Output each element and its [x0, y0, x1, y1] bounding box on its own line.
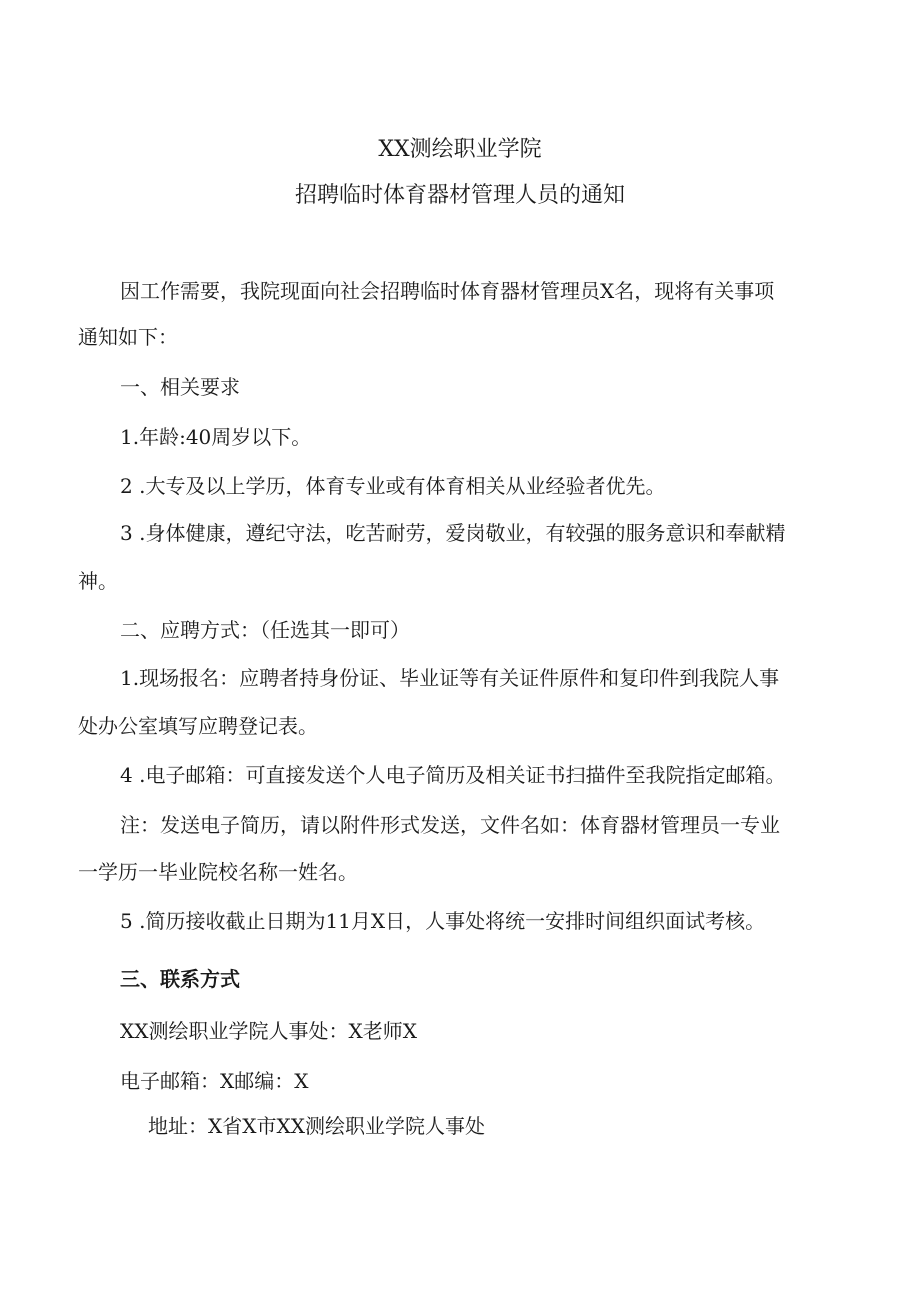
apply-email: 4 .电子邮箱：可直接发送个人电子简历及相关证书扫描件至我院指定邮箱。 [120, 763, 786, 787]
requirement-health-line2: 神。 [78, 569, 118, 593]
intro-paragraph-line1: 因工作需要，我院现面向社会招聘临时体育器材管理员X名，现将有关事项 [120, 279, 775, 303]
note-line1: 注：发送电子简历，请以附件形式发送，文件名如：体育器材管理员一专业 [120, 813, 780, 837]
requirement-age: 1.年龄:40周岁以下。 [120, 425, 312, 449]
note-line2: 一学历一毕业院校名称一姓名。 [78, 860, 358, 884]
section2-heading: 二、应聘方式：（任选其一即可） [120, 618, 410, 642]
section3-heading: 三、联系方式 [120, 967, 240, 991]
section1-heading: 一、相关要求 [120, 375, 240, 399]
requirement-health-line1: 3 .身体健康，遵纪守法，吃苦耐劳，爱岗敬业，有较强的服务意识和奉献精 [120, 521, 786, 545]
deadline-line: 5 .简历接收截止日期为11月X日，人事处将统一安排时间组织面试考核。 [120, 909, 766, 933]
document-title-line2: 招聘临时体育器材管理人员的通知 [294, 183, 625, 208]
document-title-line1: XX测绘职业学院 [378, 137, 542, 162]
contact-teacher: XX测绘职业学院人事处：X老师X [120, 1019, 417, 1043]
contact-email-postcode: 电子邮箱：X邮编：X [120, 1069, 309, 1093]
requirement-education: 2 .大专及以上学历，体育专业或有体育相关从业经验者优先。 [120, 474, 666, 498]
intro-paragraph-line2: 通知如下： [78, 325, 178, 349]
apply-onsite-line2: 处办公室填写应聘登记表。 [78, 714, 318, 738]
contact-address: 地址：X省X市XX测绘职业学院人事处 [148, 1114, 485, 1138]
apply-onsite-line1: 1.现场报名：应聘者持身份证、毕业证等有关证件原件和复印件到我院人事 [120, 666, 780, 690]
